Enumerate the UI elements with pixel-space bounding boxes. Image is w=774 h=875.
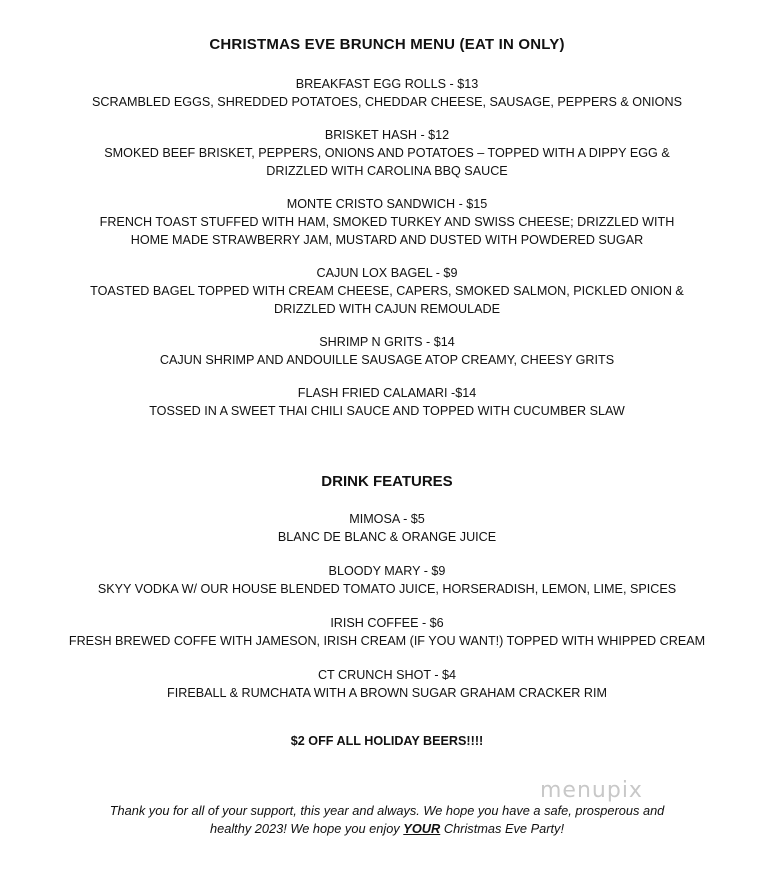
menu-item xyxy=(0,126,774,180)
item-description: CAJUN SHRIMP AND ANDOUILLE SAUSAGE ATOP CREAMY, CHEESY GRITS xyxy=(159,353,615,367)
item-description: SCRAMBLED EGGS, SHREDDED POTATOES, CHEDDAR CHEESE, SAUSAGE, PEPPERS & ONIONS xyxy=(92,95,682,109)
drink-description: FRESH BREWED COFFE WITH JAMESON, IRISH CREAM (IF YOU WANT!) TOPPED WITH WHIPPED CREAM xyxy=(68,634,706,648)
drink-item xyxy=(0,510,774,546)
item-name: BRISKET HASH - $12 xyxy=(324,128,450,142)
item-description: TOSSED IN A SWEET THAI CHILI SAUCE AND TOPPED WITH CUCUMBER SLAW xyxy=(149,404,625,418)
item-name: MONTE CRISTO SANDWICH - $15 xyxy=(286,197,488,211)
drink-name: MIMOSA - $5 xyxy=(349,512,425,526)
thanks-line2-post: Christmas Eve Party! xyxy=(443,821,565,836)
menu-item xyxy=(0,333,774,369)
menupix-watermark: menupix xyxy=(540,778,643,803)
thanks-line1: Thank you for all of your support, this year and always. We hope you have a safe, prosperous and xyxy=(109,803,665,818)
drink-item xyxy=(0,666,774,702)
drink-description: BLANC DE BLANC & ORANGE JUICE xyxy=(277,530,497,544)
brunch-menu xyxy=(0,75,774,435)
menu-title: CHRISTMAS EVE BRUNCH MENU (EAT IN ONLY) xyxy=(209,36,565,53)
drink-name: BLOODY MARY - $9 xyxy=(328,564,446,578)
item-name: FLASH FRIED CALAMARI -$14 xyxy=(297,386,477,400)
item-name: BREAKFAST EGG ROLLS - $13 xyxy=(295,77,479,91)
drink-item xyxy=(0,562,774,598)
item-name: SHRIMP N GRITS - $14 xyxy=(319,335,455,349)
drink-item xyxy=(0,614,774,650)
drink-description: SKYY VODKA W/ OUR HOUSE BLENDED TOMATO JUICE, HORSERADISH, LEMON, LIME, SPICES xyxy=(97,582,677,596)
thanks-line2-pre: healthy 2023! We hope you enjoy xyxy=(209,821,400,836)
item-description: FRENCH TOAST STUFFED WITH HAM, SMOKED TURKEY AND SWISS CHEESE; DRIZZLED WITH HOME MADE STRAWBERRY JAM, MUSTARD AND DUSTED WITH POWDERED SUGAR xyxy=(99,215,675,247)
drink-name: IRISH COFFEE - $6 xyxy=(330,616,444,630)
item-description: TOASTED BAGEL TOPPED WITH CREAM CHEESE, CAPERS, SMOKED SALMON, PICKLED ONION & DRIZZLED WITH CAJUN REMOULADE xyxy=(90,284,684,316)
menu-item xyxy=(0,384,774,420)
drink-name: CT CRUNCH SHOT - $4 xyxy=(317,668,457,682)
item-name: CAJUN LOX BAGEL - $9 xyxy=(316,266,458,280)
menu-item xyxy=(0,195,774,249)
beer-promo: $2 OFF ALL HOLIDAY BEERS!!!! xyxy=(290,734,484,748)
drink-description: FIREBALL & RUMCHATA WITH A BROWN SUGAR GRAHAM CRACKER RIM xyxy=(167,686,607,700)
menu-item xyxy=(0,75,774,111)
thank-you-note xyxy=(100,802,674,838)
drinks-heading: DRINK FEATURES xyxy=(321,473,453,490)
menu-item xyxy=(0,264,774,318)
item-description: SMOKED BEEF BRISKET, PEPPERS, ONIONS AND POTATOES – TOPPED WITH A DIPPY EGG & DRIZZLED WITH CAROLINA BBQ SAUCE xyxy=(104,146,670,178)
thanks-emphasis: YOUR xyxy=(403,821,441,836)
drinks-menu xyxy=(0,510,774,718)
